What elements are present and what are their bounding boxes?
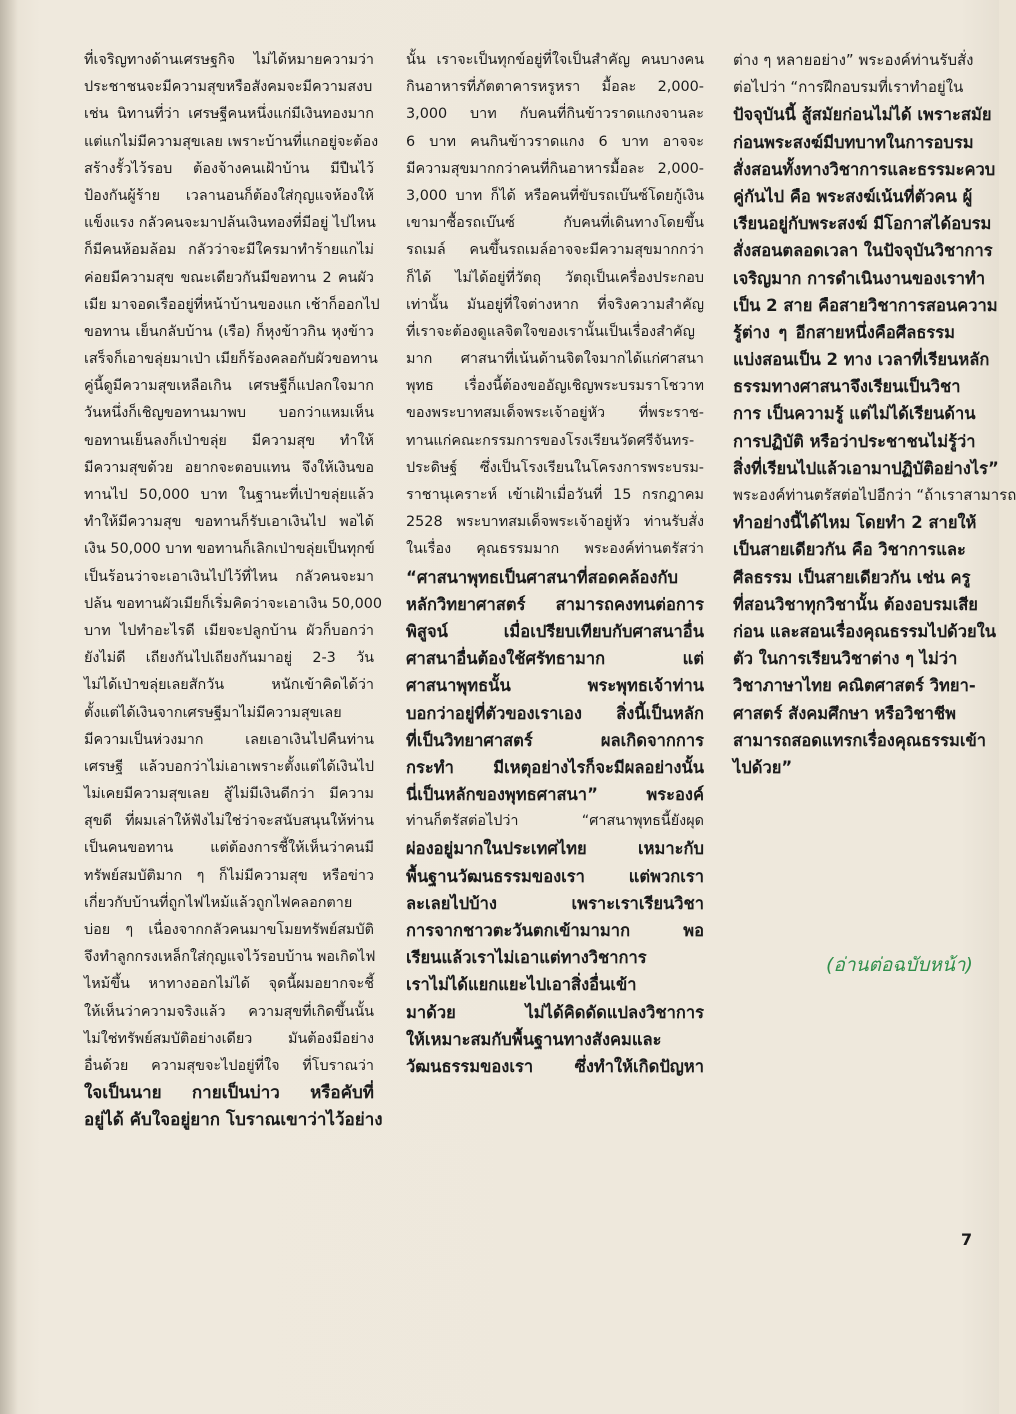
text-line: มีความเป็นห่วงมาก เลยเอาเงินไปคืนท่าน: [84, 731, 374, 748]
text-line: นี่เป็นหลักของพุทธศาสนา” พระองค์: [406, 785, 704, 805]
text-line: อื่นด้วย ความสุขจะไปอยู่ที่ใจ ที่โบราณว่า: [84, 1057, 374, 1074]
text-line: รถเมล์ คนขึ้นรถเมล์อาจจะมีความสุขมากกว่า: [406, 242, 704, 259]
text-line: ไหม้ขึ้น หาทางออกไม่ได้ จุดนี้ผมอยากจะชี้: [84, 976, 374, 993]
text-line: ป้องกันผู้ร้าย เวลานอนก็ต้องใส่กุญแจห้องให้: [84, 187, 374, 204]
text-line: “ศาสนาพุทธเป็นศาสนาที่สอดคล้องกับ: [406, 567, 678, 587]
text-line: วันหนึ่งก็เชิญขอทานมาพบ บอกว่าแหมเห็น: [84, 405, 374, 422]
text-line: นั้น เราจะเป็นทุกข์อยู่ที่ใจเป็นสำคัญ คนบางคน: [406, 52, 704, 68]
text-line: ทำให้มีความสุข ขอทานก็รับเอาเงินไป พอได้: [84, 514, 374, 531]
text-line: ยังไม่ดี เถียงกันไปเถียงกันมาอยู่ 2-3 วัน: [84, 650, 374, 667]
text-line: ของพระบาทสมเด็จพระเจ้าอยู่หัว ที่พระราช-: [406, 405, 704, 422]
text-line: สั่งสอนตลอดเวลา ในปัจจุบันวิชาการ: [733, 241, 993, 261]
text-line: มีความสุขด้วย อยากจะตอบแทน จึงให้เงินขอ: [84, 459, 374, 476]
text-line: เกี่ยวกับบ้านที่ถูกไฟไหม้แล้วถูกไฟคลอกตาย: [84, 894, 353, 911]
text-line: สร้างรั้วไว้รอบ ต้องจ้างคนเฝ้าบ้าน มีปืนไว้: [84, 160, 374, 177]
text-line: สิ่งที่เรียนไปแล้วเอามาปฏิบัติอย่างไร”: [733, 458, 999, 478]
text-line: ขอทาน เย็นกลับบ้าน (เรือ) ก็หุงข้าวกิน หุงข้าว: [84, 323, 374, 340]
continued-note: (อ่านต่อฉบับหน้า): [826, 954, 973, 976]
text-line: คู่กันไป คือ พระสงฆ์เน้นที่ตัวคน ผู้: [733, 186, 973, 206]
text-line: ค่อยมีความสุข ขณะเดียวกันมีขอทาน 2 คนผัว: [84, 269, 374, 286]
text-column-2: [406, 47, 704, 1080]
text-line: 3,000 บาท ก็ได้ หรือคนที่ขับรถเบ๊นซ์โดยกู้เงิน: [406, 187, 704, 204]
text-line: เสร็จก็เอาขลุ่ยมาเป่า เมียก็ร้องคลอกับผัวขอทาน: [84, 351, 378, 368]
text-line: พระองค์ท่านตรัสต่อไปอีกว่า “ถ้าเราสามารถ: [733, 486, 1016, 504]
text-line: อยู่ได้ คับใจอยู่ยาก โบราณเขาว่าไว้อย่าง: [84, 1110, 383, 1131]
text-line: แข็งแรง กลัวคนจะมาปล้นเงินทองที่มีอยู่ ไปไหน: [84, 215, 376, 232]
text-line: บ่อย ๆ เนื่องจากกลัวคนมาขโมยทรัพย์สมบัติ: [84, 922, 374, 938]
text-line: เศรษฐี แล้วบอกว่าไม่เอาเพราะตั้งแต่ได้เงินไป: [84, 758, 374, 775]
text-line: ที่เป็นวิทยาศาสตร์ ผลเกิดจากการ: [406, 730, 704, 750]
text-line: การ เป็นความรู้ แต่ไม่ได้เรียนด้าน: [733, 404, 976, 424]
text-line: เราไม่ได้แยกแยะไปเอาสิ่งอื่นเข้า: [406, 975, 637, 995]
text-line: ไม่เคยมีความสุขเลย สู้ไม่มีเงินดีกว่า มีความ: [84, 786, 374, 803]
text-line: ศาสนาพุทธนั้น พระพุทธเจ้าท่าน: [406, 676, 704, 696]
text-line: ศีลธรรม เป็นสายเดียวกัน เช่น ครู: [733, 567, 971, 587]
text-line: ต่อไปว่า “การฝึกอบรมที่เราทำอยู่ใน: [733, 78, 964, 97]
text-line: ท่านก็ตรัสต่อไปว่า “ศาสนาพุทธนี้ยังผุด: [406, 813, 704, 830]
text-line: สุขดี ที่ผมเล่าให้ฟังไม่ใช่ว่าจะสนับสนุนให้ท่าน: [84, 813, 374, 830]
text-line: 2528 พระบาทสมเด็จพระเจ้าอยู่หัว ท่านรับสั่ง: [406, 514, 704, 531]
text-line: ให้เหมาะสมกับพื้นฐานทางสังคมและ: [406, 1029, 662, 1049]
text-line: เขามาซื้อรถเบ๊นซ์ กับคนที่เดินทางโดยขึ้น: [406, 215, 704, 232]
text-line: วิชาภาษาไทย คณิตศาสตร์ วิทยา-: [733, 676, 976, 696]
text-line: ที่สอนวิชาทุกวิชานั้น ต้องอบรมเสีย: [733, 594, 978, 614]
text-line: เรียนแล้วเราไม่เอาแต่ทางวิชาการ: [406, 948, 647, 968]
text-line: วัฒนธรรมของเรา ซึ่งทำให้เกิดปัญหา: [406, 1056, 704, 1076]
text-line: ปล้น ขอทานผัวเมียก็เริ่มคิดว่าจะเอาเงิน 50,000: [84, 595, 383, 612]
binding-fold: [0, 0, 18, 1414]
text-line: หลักวิทยาศาสตร์ สามารถคงทนต่อการ: [406, 594, 704, 614]
text-line: จึงทำลูกกรงเหล็กใส่กุญแจไว้รอบบ้าน พอเกิดไฟ: [84, 949, 376, 966]
text-line: เจริญมาก การดำเนินงานของเราทำ: [733, 268, 986, 288]
text-line: ปัจจุบันนี้ สู้สมัยก่อนไม่ได้ เพราะสมัย: [733, 105, 992, 125]
text-line: ที่เราจะต้องดูแลจิตใจของเรานั้นเป็นเรื่องสำคัญ: [406, 323, 695, 340]
text-line: มีความสุขมากกว่าคนที่กินอาหารมื้อละ 2,000-: [406, 160, 704, 177]
text-line: บอกว่าอยู่ที่ตัวของเราเอง สิ่งนี้เป็นหลัก: [406, 703, 704, 723]
text-line: เป็นสายเดียวกัน คือ วิชาการและ: [733, 540, 966, 560]
text-line: พิสูจน์ เมื่อเปรียบเทียบกับศาสนาอื่น: [406, 621, 704, 641]
text-line: ต่าง ๆ หลายอย่าง” พระองค์ท่านรับสั่ง: [733, 51, 974, 69]
text-line: เท่านั้น มันอยู่ที่ใจต่างหาก ที่จริงความสำคัญ: [406, 296, 704, 313]
text-line: ก่อนพระสงฆ์มีบทบาทในการอบรม: [733, 132, 974, 152]
text-line: ราชานุเคราะห์ เข้าเฝ้าเมื่อวันที่ 15 กรกฎาคม: [406, 487, 704, 503]
text-line: กินอาหารที่ภัตตาคารหรูหรา มื้อละ 2,000-: [406, 79, 704, 96]
text-line: ธรรมทางศาสนาจึงเรียนเป็นวิชา: [733, 377, 961, 397]
text-line: เป็น 2 สาย คือสายวิชาการสอนความ: [733, 295, 998, 315]
text-line: 3,000 บาท กับคนที่กินข้าวราดแกงจานละ: [406, 106, 704, 123]
text-line: เช่น นิทานที่ว่า เศรษฐีคนหนึ่งแก่มีเงินทองมาก: [84, 106, 374, 123]
text-line: ทานไป 50,000 บาท ในฐานะที่เป่าขลุ่ยแล้ว: [84, 487, 374, 503]
text-line: เรียนอยู่กับพระสงฆ์ มีโอกาสได้อบรม: [733, 214, 992, 234]
text-line: เมีย มาจอดเรืออยู่ที่หน้าบ้านของแก เช้าก็ออกไป: [84, 296, 380, 313]
text-line: กระทำ มีเหตุอย่างไรก็จะมีผลอย่างนั้น: [406, 757, 704, 777]
text-line: การจากชาวตะวันตกเข้ามามาก พอ: [406, 921, 704, 940]
text-line: คู่นี้ดูมีความสุขเหลือเกิน เศรษฐีก็แปลกใจมาก: [84, 378, 374, 395]
text-line: ใจเป็นนาย กายเป็นบ่าว หรือคับที่: [84, 1083, 374, 1104]
text-line: ทำอย่างนี้ได้ไหม โดยทำ 2 สายให้: [733, 513, 977, 533]
text-line: ตัว ในการเรียนวิชาต่าง ๆ ไม่ว่า: [733, 649, 958, 669]
text-line: ทานแก่คณะกรรมการของโรงเรียนวัดศรีจันทร-: [406, 432, 695, 449]
text-line: การปฏิบัติ หรือว่าประชาชนไม่รู้ว่า: [733, 431, 976, 451]
text-line: ในเรื่อง คุณธรรมมาก พระองค์ท่านตรัสว่า: [406, 541, 704, 558]
text-line: เป็นคนขอทาน แต่ต้องการชี้ให้เห็นว่าคนมี: [84, 840, 374, 857]
page-number: 7: [961, 1230, 973, 1249]
text-line: ก็มีคนห้อมล้อม กลัวว่าจะมีใครมาทำร้ายแกไม่: [84, 242, 374, 259]
text-line: ไปด้วย”: [733, 757, 793, 777]
text-line: ประชาชนจะมีความสุขหรือสังคมจะมีความสงบ: [84, 79, 373, 96]
text-line: ศาสตร์ สังคมศึกษา หรือวิชาชีพ: [733, 703, 956, 723]
text-line: 6 บาท คนกินข้าวราดแกง 6 บาท อาจจะ: [406, 133, 704, 150]
text-line: รู้ต่าง ๆ อีกสายหนึ่งคือศีลธรรม: [733, 322, 955, 342]
text-line: ก็ได้ ไม่ได้อยู่ที่วัตถุ วัตถุเป็นเครื่องประกอบ: [406, 269, 704, 286]
text-line: มาก ศาสนาที่เน้นด้านจิตใจมากได้แก่ศาสนา: [406, 351, 704, 368]
text-line: สามารถสอดแทรกเรื่องคุณธรรมเข้า: [733, 730, 987, 750]
text-line: แต่แกไม่มีความสุขเลย เพราะบ้านที่แกอยู่จะต้อง: [84, 133, 379, 150]
text-line: ขอทานเย็นลงก็เป่าขลุ่ย มีความสุข ทำให้: [84, 432, 374, 449]
text-line: สั่งสอนทั้งทางวิชาการและธรรมะควบ: [733, 159, 996, 179]
text-line: ผ่องอยู่มากในประเทศไทย เหมาะกับ: [406, 839, 704, 859]
text-line: ไม่ใช่ทรัพย์สมบัติอย่างเดียว มันต้องมีอย่าง: [84, 1030, 374, 1047]
text-line: ไม่ได้เป่าขลุ่ยเลยสักวัน หนักเข้าคิดได้ว่า: [84, 677, 374, 694]
text-line: แบ่งสอนเป็น 2 ทาง เวลาที่เรียนหลัก: [733, 350, 990, 370]
text-column-3: [733, 47, 1016, 781]
text-line: ก่อน และสอนเรื่องคุณธรรมไปด้วยใน: [733, 621, 997, 641]
text-line: พื้นฐานวัฒนธรรมของเรา แต่พวกเรา: [406, 866, 704, 886]
text-line: ทรัพย์สมบัติมาก ๆ ก็ไม่มีความสุข หรือข่าว: [84, 867, 374, 884]
text-line: พุทธ เรื่องนี้ต้องขออัญเชิญพระบรมราโชวาท: [406, 378, 704, 395]
text-line: ตั้งแต่ได้เงินจากเศรษฐีมาไม่มีความสุขเลย: [84, 704, 342, 721]
text-line: ประดิษฐ์ ซึ่งเป็นโรงเรียนในโครงการพระบรม-: [406, 459, 704, 476]
text-line: ละเลยไปบ้าง เพราะเราเรียนวิชา: [406, 893, 704, 913]
text-column-1: [84, 47, 383, 1135]
text-line: เป็นร้อนว่าจะเอาเงินไปไว้ที่ไหน กลัวคนจะมา: [84, 568, 374, 585]
text-line: ให้เห็นว่าความจริงแล้ว ความสุขที่เกิดขึ้นนั้น: [84, 1003, 374, 1020]
text-line: ที่เจริญทางด้านเศรษฐกิจ ไม่ได้หมายความว่า: [84, 52, 374, 68]
text-line: ศาสนาอื่นต้องใช้ศรัทธามาก แต่: [406, 649, 704, 669]
text-line: บาท ไปทำอะไรดี เมียจะปลูกบ้าน ผัวก็บอกว่า: [84, 622, 374, 639]
text-line: เงิน 50,000 บาท ขอทานก็เลิกเป่าขลุ่ยเป็นทุกข์: [84, 541, 375, 558]
text-line: มาด้วย ไม่ได้คิดดัดแปลงวิชาการ: [406, 1002, 704, 1022]
